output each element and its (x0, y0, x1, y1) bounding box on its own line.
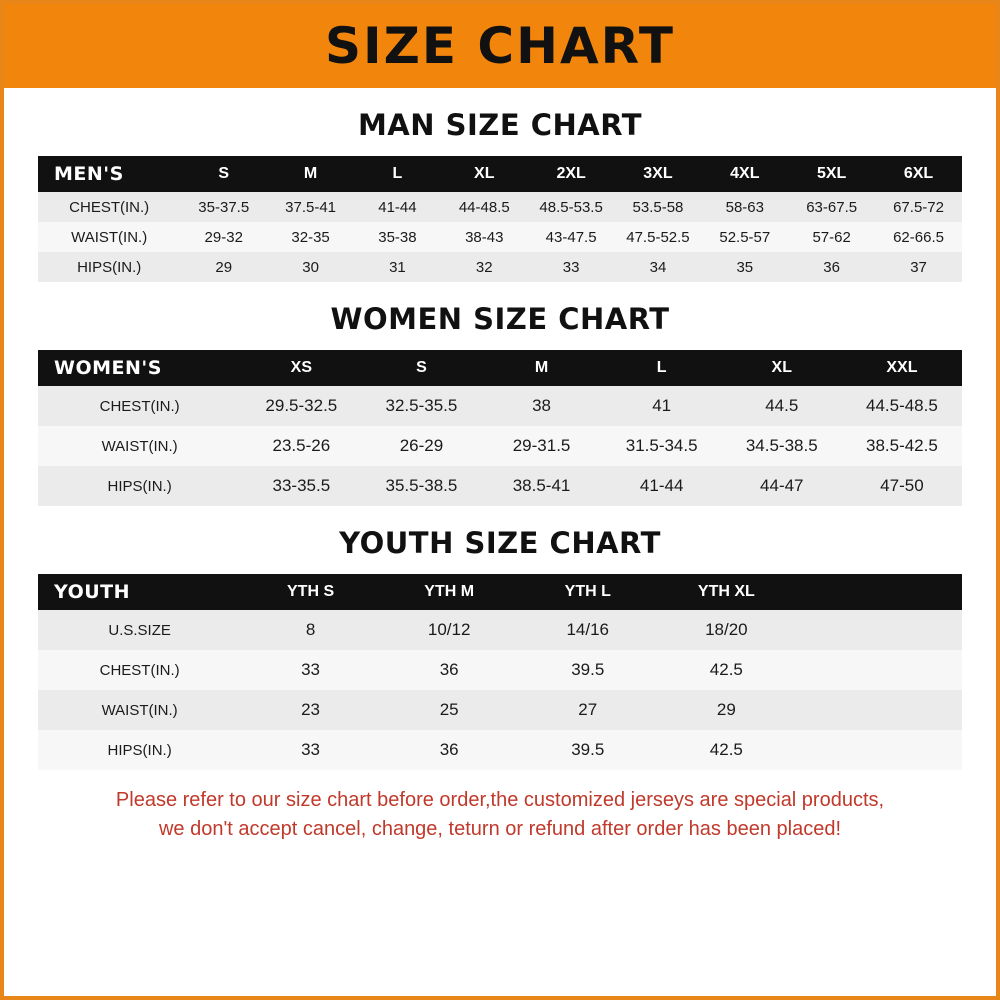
youth-cell: 42.5 (657, 650, 796, 690)
women-cell: 44.5 (722, 386, 842, 426)
youth-cell: 14/16 (518, 610, 657, 650)
women-cell: 38.5-41 (482, 466, 602, 506)
men-cell: 44-48.5 (441, 192, 528, 222)
men-cell: 38-43 (441, 222, 528, 252)
table-row (38, 386, 962, 426)
men-row-label: HIPS(IN.) (38, 252, 180, 282)
men-cell: 35-38 (354, 222, 441, 252)
men-col-header: S (180, 156, 267, 192)
youth-cell-spacer (796, 690, 962, 730)
youth-cell-spacer (796, 650, 962, 690)
table-row (38, 690, 962, 730)
youth-row-label: CHEST(IN.) (38, 650, 241, 690)
men-cell: 67.5-72 (875, 192, 962, 222)
women-col-header: XL (722, 350, 842, 386)
youth-cell: 42.5 (657, 730, 796, 770)
youth-col-header-spacer (796, 574, 962, 610)
men-col-header: 5XL (788, 156, 875, 192)
men-size-table (38, 156, 962, 282)
women-cell: 38 (482, 386, 602, 426)
women-cell: 29-31.5 (482, 426, 602, 466)
men-row-label: WAIST(IN.) (38, 222, 180, 252)
page-banner (4, 4, 996, 88)
men-cell: 34 (615, 252, 702, 282)
youth-cell: 29 (657, 690, 796, 730)
table-row (38, 222, 962, 252)
table-row (38, 610, 962, 650)
women-row-label: HIPS(IN.) (38, 466, 241, 506)
women-cell: 38.5-42.5 (842, 426, 962, 466)
youth-cell: 39.5 (518, 650, 657, 690)
youth-cell: 25 (380, 690, 519, 730)
men-cell: 31 (354, 252, 441, 282)
youth-cell: 10/12 (380, 610, 519, 650)
men-row-label: CHEST(IN.) (38, 192, 180, 222)
youth-cell: 36 (380, 730, 519, 770)
women-size-table (38, 350, 962, 506)
table-row (38, 650, 962, 690)
women-col-header: M (482, 350, 602, 386)
men-cell: 57-62 (788, 222, 875, 252)
youth-row-label: WAIST(IN.) (38, 690, 241, 730)
men-col-header: L (354, 156, 441, 192)
women-cell: 47-50 (842, 466, 962, 506)
men-col-header: 2XL (528, 156, 615, 192)
youth-size-table (38, 574, 962, 770)
women-col-header: XS (241, 350, 361, 386)
men-col-header: 6XL (875, 156, 962, 192)
men-col-header: M (267, 156, 354, 192)
women-cell: 35.5-38.5 (361, 466, 481, 506)
youth-cell: 8 (241, 610, 380, 650)
section-title-women: WOMEN SIZE CHART (330, 302, 670, 336)
youth-cell: 36 (380, 650, 519, 690)
women-cell: 26-29 (361, 426, 481, 466)
table-row (38, 466, 962, 506)
men-cell: 58-63 (701, 192, 788, 222)
men-cell: 47.5-52.5 (615, 222, 702, 252)
youth-row-label: HIPS(IN.) (38, 730, 241, 770)
women-cell: 32.5-35.5 (361, 386, 481, 426)
section-title-youth: YOUTH SIZE CHART (339, 526, 661, 560)
youth-cell-spacer (796, 730, 962, 770)
table-row (38, 730, 962, 770)
table-header-row (38, 574, 962, 610)
table-row (38, 192, 962, 222)
order-notice (54, 786, 946, 844)
youth-cell: 23 (241, 690, 380, 730)
youth-cell: 27 (518, 690, 657, 730)
women-cell: 33-35.5 (241, 466, 361, 506)
youth-row-head-label: YOUTH (38, 574, 241, 610)
men-cell: 41-44 (354, 192, 441, 222)
men-cell: 32 (441, 252, 528, 282)
men-cell: 53.5-58 (615, 192, 702, 222)
order-notice-line-1: Please refer to our size chart before order,the customized jerseys are special products, (115, 789, 885, 811)
women-cell: 31.5-34.5 (602, 426, 722, 466)
youth-cell: 33 (241, 650, 380, 690)
youth-col-header: YTH XL (657, 574, 796, 610)
women-col-header: S (361, 350, 481, 386)
table-row (38, 426, 962, 466)
youth-col-header: YTH S (241, 574, 380, 610)
content-area (4, 108, 996, 844)
page-title: SIZE CHART (324, 17, 676, 75)
women-col-header: L (602, 350, 722, 386)
men-cell: 52.5-57 (701, 222, 788, 252)
table-header-row (38, 156, 962, 192)
women-cell: 44-47 (722, 466, 842, 506)
women-cell: 41-44 (602, 466, 722, 506)
men-cell: 33 (528, 252, 615, 282)
table-row (38, 252, 962, 282)
women-cell: 29.5-32.5 (241, 386, 361, 426)
youth-cell: 39.5 (518, 730, 657, 770)
women-cell: 44.5-48.5 (842, 386, 962, 426)
youth-cell: 33 (241, 730, 380, 770)
men-cell: 35 (701, 252, 788, 282)
youth-cell-spacer (796, 610, 962, 650)
men-col-header: XL (441, 156, 528, 192)
women-row-label: CHEST(IN.) (38, 386, 241, 426)
men-cell: 29-32 (180, 222, 267, 252)
men-cell: 37.5-41 (267, 192, 354, 222)
order-notice-line-2: we don't accept cancel, change, teturn or refund after order has been placed! (158, 818, 842, 840)
men-cell: 30 (267, 252, 354, 282)
section-title-men: MAN SIZE CHART (357, 108, 643, 142)
table-header-row (38, 350, 962, 386)
men-cell: 36 (788, 252, 875, 282)
women-cell: 34.5-38.5 (722, 426, 842, 466)
women-row-label: WAIST(IN.) (38, 426, 241, 466)
men-row-head-label: MEN'S (38, 156, 180, 192)
youth-cell: 18/20 (657, 610, 796, 650)
men-cell: 62-66.5 (875, 222, 962, 252)
men-cell: 48.5-53.5 (528, 192, 615, 222)
women-cell: 41 (602, 386, 722, 426)
men-col-header: 4XL (701, 156, 788, 192)
men-col-header: 3XL (615, 156, 702, 192)
men-cell: 63-67.5 (788, 192, 875, 222)
youth-row-label: U.S.SIZE (38, 610, 241, 650)
men-cell: 29 (180, 252, 267, 282)
women-cell: 23.5-26 (241, 426, 361, 466)
men-cell: 43-47.5 (528, 222, 615, 252)
youth-col-header: YTH M (380, 574, 519, 610)
women-col-header: XXL (842, 350, 962, 386)
women-row-head-label: WOMEN'S (38, 350, 241, 386)
men-cell: 37 (875, 252, 962, 282)
youth-col-header: YTH L (518, 574, 657, 610)
men-cell: 32-35 (267, 222, 354, 252)
men-cell: 35-37.5 (180, 192, 267, 222)
